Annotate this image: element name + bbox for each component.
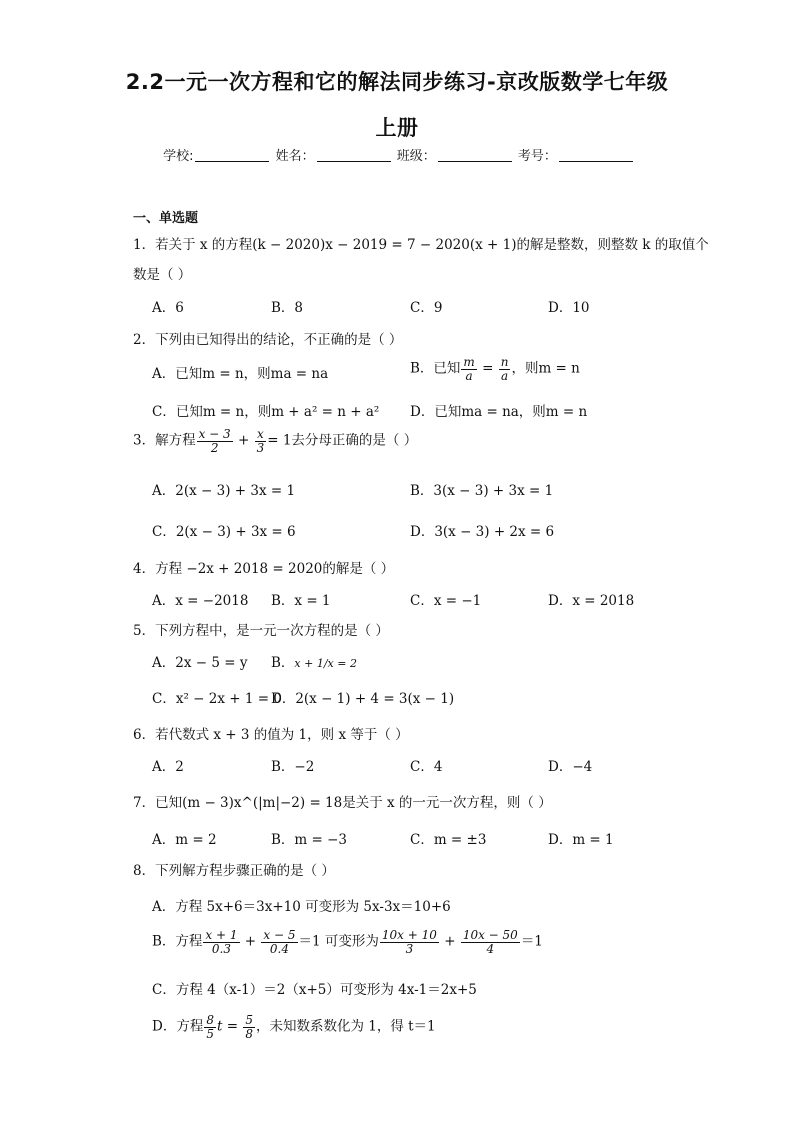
q6-option-c[interactable]: C．4 [410, 759, 443, 775]
q1-option-b[interactable]: B．8 [271, 300, 304, 316]
q8-option-b-prefix: B．方程 [152, 933, 203, 950]
fraction: $\frac{x - 5}{0.4}$ [263, 928, 296, 956]
q3-stem-suffix: = 1去分母正确的是（ ） [267, 432, 418, 449]
fraction: $\frac{8}{5}$ [206, 1013, 214, 1041]
q3-option-c[interactable]: C．2(x − 3) + 3x = 6 [152, 524, 296, 540]
q5-option-b-expr: x + 1/x = 2 [294, 657, 357, 670]
school-label: 学校: [163, 149, 194, 164]
q8-option-b-mid: ＝1 可变形为 [298, 933, 379, 950]
number-label: 考号： [517, 149, 557, 164]
q5-option-b[interactable] [271, 651, 357, 671]
q8-option-d-prefix: D．方程 [152, 1018, 204, 1035]
q2-option-d[interactable]: D．已知ma = na，则m = n [410, 404, 588, 420]
q2-option-b[interactable]: B．已知 $\frac{m}{a}$ = $\frac{n}{a}$ ，则m = n [410, 355, 580, 383]
q7-option-c[interactable]: C．m = ±3 [410, 832, 487, 848]
q1-option-c[interactable]: C．9 [410, 300, 443, 316]
q8-option-d-suffix: ，未知数系数化为 1，得 t＝1 [255, 1018, 436, 1035]
q6-option-a[interactable]: A．2 [152, 759, 184, 775]
q4-option-b[interactable]: B．x = 1 [271, 593, 331, 609]
question-3-stem: 3．解方程 $\frac{x - 3}{2}$ + $\frac{x}{3}$ = 1去分母正确的是（ ） [133, 427, 418, 455]
fraction: $\frac{x - 3}{2}$ [198, 427, 231, 455]
q4-option-c[interactable]: C．x = −1 [410, 593, 482, 609]
page-title: 2.2一元一次方程和它的解法同步练习-京改版数学七年级 [125, 70, 669, 94]
q6-option-b[interactable]: B．−2 [271, 759, 315, 775]
q5-option-a[interactable]: A．2x − 5 = y [152, 655, 248, 671]
q7-option-b[interactable]: B．m = −3 [271, 832, 348, 848]
fraction: $\frac{10x + 10}{3}$ [381, 928, 437, 956]
fraction: $\frac{10x - 50}{4}$ [462, 928, 518, 956]
class-label: 班级： [396, 149, 436, 164]
q2-option-c[interactable]: C．已知m = n，则m + a² = n + a² [152, 404, 380, 420]
q5-option-b-prefix: B． [271, 655, 295, 671]
q3-option-d[interactable]: D．3(x − 3) + 2x = 6 [410, 524, 555, 540]
q3-option-b[interactable]: B．3(x − 3) + 3x = 1 [410, 483, 554, 499]
question-8-stem: 8．下列解方程步骤正确的是（ ） [133, 863, 335, 879]
q7-option-a[interactable]: A．m = 2 [152, 832, 217, 848]
class-blank[interactable] [438, 149, 512, 162]
q1-option-d[interactable]: D．10 [548, 300, 590, 316]
q6-option-d[interactable]: D．−4 [548, 759, 593, 775]
question-1-stem: 1．若关于 x 的方程(k − 2020)x − 2019 = 7 − 2020(x + 1)的解是整数，则整数 k 的取值个 [133, 237, 709, 253]
q8-option-c[interactable]: C．方程 4（x-1）＝2（x+5）可变形为 4x-1＝2x+5 [152, 982, 477, 998]
q4-option-a[interactable]: A．x = −2018 [152, 593, 249, 609]
q8-option-b-end: ＝1 [520, 933, 543, 950]
q7-option-d[interactable]: D．m = 1 [548, 832, 614, 848]
page-title-line2: 上册 [375, 116, 419, 140]
school-blank[interactable] [195, 149, 269, 162]
question-6-stem: 6．若代数式 x + 3 的值为 1，则 x 等于（ ） [133, 727, 409, 743]
section-title: 一、单选题 [133, 211, 199, 226]
q8-option-d[interactable]: D．方程 $\frac{8}{5}$ t = $\frac{5}{8}$ ，未知数系数化为 1，得 t＝1 [152, 1013, 436, 1041]
q2-option-b-suffix: ，则m = n [511, 360, 580, 377]
fraction: $\frac{x}{3}$ [256, 427, 265, 455]
q5-option-d[interactable]: D．2(x − 1) + 4 = 3(x − 1) [271, 691, 455, 707]
q4-option-d[interactable]: D．x = 2018 [548, 593, 635, 609]
q8-option-a[interactable]: A．方程 5x+6＝3x+10 可变形为 5x-3x＝10+6 [152, 899, 451, 915]
fraction: $\frac{n}{a}$ [500, 355, 509, 383]
number-blank[interactable] [559, 149, 633, 162]
question-7-stem: 7．已知(m − 3)x^(|m|−2) = 18是关于 x 的一元一次方程，则（ ） [133, 795, 552, 811]
name-blank[interactable] [317, 149, 391, 162]
q8-option-b[interactable]: B．方程 $\frac{x + 1}{0.3}$ + $\frac{x - 5}{0.4}$ ＝1 可变形为 $\frac{10x + 10}{3}$ + $\frac{10x - 50}{4}$ ＝1 [152, 928, 543, 956]
q1-option-a[interactable]: A．6 [152, 300, 184, 316]
q2-option-b-prefix: B．已知 [410, 360, 461, 377]
fraction: $\frac{x + 1}{0.3}$ [205, 928, 238, 956]
q3-stem-prefix: 3．解方程 [133, 432, 196, 449]
question-1-stem-cont: 数是（ ） [133, 267, 192, 283]
name-label: 姓名： [275, 149, 315, 164]
question-4-stem: 4．方程 −2x + 2018 = 2020的解是（ ） [133, 561, 395, 577]
question-2-stem: 2．下列由已知得出的结论，不正确的是（ ） [133, 332, 403, 348]
q3-option-a[interactable]: A．2(x − 3) + 3x = 1 [152, 483, 296, 499]
question-5-stem: 5．下列方程中，是一元一次方程的是（ ） [133, 623, 389, 639]
q5-option-c[interactable]: C．x² − 2x + 1 = 0 [152, 691, 282, 707]
fraction: $\frac{m}{a}$ [463, 355, 475, 383]
q2-option-a[interactable]: A．已知m = n，则ma = na [152, 366, 329, 382]
fraction: $\frac{5}{8}$ [245, 1013, 253, 1041]
student-info-line [0, 145, 794, 164]
